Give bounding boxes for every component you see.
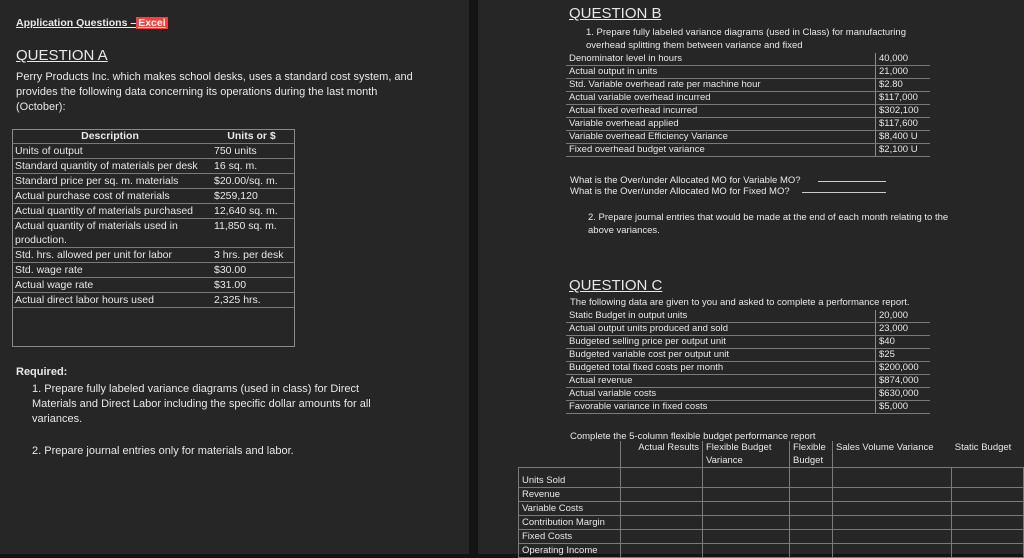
- row-value: 2,325 hrs.: [208, 293, 295, 308]
- flex-row-label: Units Sold: [519, 468, 621, 488]
- table-row: [12, 144, 295, 159]
- question-b-item-1: 1. Prepare fully labeled variance diagrams (used in Class) for manufacturing overhead splitting them between variance and fixed: [586, 27, 906, 51]
- question-c-intro: The following data are given to you and asked to complete a performance report.: [570, 297, 910, 308]
- row-label: Actual variable overhead incurred: [566, 92, 876, 105]
- col-flexible-budget-variance: Flexible Budget Variance: [703, 441, 790, 468]
- flex-row-label: Contribution Margin: [519, 516, 621, 530]
- row-value: $5,000: [876, 401, 931, 414]
- requirement-2: 2. Prepare journal entries only for materials and labor.: [32, 445, 294, 457]
- flex-cell[interactable]: [952, 516, 1024, 530]
- row-value: 23,000: [876, 323, 931, 336]
- row-label: Actual wage rate: [12, 278, 208, 293]
- row-label: Standard price per sq. m. materials: [12, 174, 208, 189]
- table-row: [12, 263, 295, 278]
- answer-blank-variable[interactable]: [818, 181, 886, 182]
- flex-cell[interactable]: [703, 544, 790, 558]
- row-label: Std. wage rate: [12, 263, 208, 278]
- flex-corner-cell: [519, 441, 621, 468]
- flex-cell[interactable]: [621, 544, 703, 558]
- question-a-intro: Perry Products Inc. which makes school desks, uses a standard cost system, and provides the following data concerning its operations during the last month (October):: [16, 71, 413, 113]
- question-c-title: QUESTION C: [569, 277, 663, 294]
- flex-row: [519, 502, 1024, 516]
- row-value: $31.00: [208, 278, 295, 293]
- row-label: Actual purchase cost of materials: [12, 189, 208, 204]
- row-value: $8,400 U: [876, 131, 931, 144]
- flex-cell[interactable]: [790, 468, 833, 488]
- row-value: 11,850 sq. m.: [208, 219, 295, 248]
- flex-row: [519, 530, 1024, 544]
- row-value: 21,000: [876, 66, 931, 79]
- flex-cell[interactable]: [621, 516, 703, 530]
- row-value: $2.80: [876, 79, 931, 92]
- question-fixed-mo: What is the Over/under Allocated MO for Fixed MO?: [570, 186, 790, 197]
- table-row: [566, 375, 930, 388]
- flex-cell[interactable]: [703, 530, 790, 544]
- question-c-table: [566, 310, 930, 414]
- flex-cell[interactable]: [703, 516, 790, 530]
- title-text: Application Questions –: [16, 17, 137, 29]
- row-label: Actual quantity of materials purchased: [12, 204, 208, 219]
- row-label: Actual variable costs: [566, 388, 876, 401]
- flex-cell[interactable]: [621, 502, 703, 516]
- flex-header-row: [519, 441, 1024, 468]
- flex-row-label: Fixed Costs: [519, 530, 621, 544]
- flex-cell[interactable]: [952, 502, 1024, 516]
- table-row: [566, 310, 930, 323]
- flex-row: [519, 516, 1024, 530]
- row-label: Actual quantity of materials used in production.: [12, 219, 208, 248]
- flex-row: [519, 468, 1024, 488]
- row-label: Static Budget in output units: [566, 310, 876, 323]
- flex-cell[interactable]: [790, 544, 833, 558]
- row-label: Variable overhead applied: [566, 118, 876, 131]
- flex-cell[interactable]: [833, 488, 952, 502]
- table-row: [566, 144, 930, 157]
- row-label: Favorable variance in fixed costs: [566, 401, 876, 414]
- row-value: $630,000: [876, 388, 931, 401]
- flex-cell[interactable]: [790, 516, 833, 530]
- flex-cell[interactable]: [790, 488, 833, 502]
- col-sales-volume-variance: Sales Volume Variance: [836, 442, 934, 453]
- flex-cell[interactable]: [952, 530, 1024, 544]
- row-value: 20,000: [876, 310, 931, 323]
- table-row: [566, 349, 930, 362]
- question-b-item-2: 2. Prepare journal entries that would be made at the end of each month relating to the above variances.: [588, 212, 949, 236]
- flex-row-label: Revenue: [519, 488, 621, 502]
- row-value: 3 hrs. per desk: [208, 248, 295, 263]
- flex-cell[interactable]: [621, 488, 703, 502]
- row-label: Actual revenue: [566, 375, 876, 388]
- row-value: $200,000: [876, 362, 931, 375]
- question-b-table: [566, 53, 930, 157]
- row-value: $30.00: [208, 263, 295, 278]
- table-row: [566, 131, 930, 144]
- row-value: $117,000: [876, 92, 931, 105]
- flex-row-label: Operating Income: [519, 544, 621, 558]
- flex-cell[interactable]: [703, 468, 790, 488]
- table-row: [566, 79, 930, 92]
- page-title[interactable]: [16, 17, 168, 29]
- question-a-table: [12, 129, 295, 308]
- table-row: [566, 323, 930, 336]
- table-row: [12, 219, 295, 248]
- flex-cell[interactable]: [703, 488, 790, 502]
- table-header-row: [12, 129, 295, 144]
- table-row: [12, 189, 295, 204]
- table-row: [12, 159, 295, 174]
- table-row: [566, 66, 930, 79]
- table-row: [566, 401, 930, 414]
- flex-cell[interactable]: [952, 544, 1024, 558]
- flex-cell[interactable]: [833, 544, 952, 558]
- flex-cell[interactable]: [952, 468, 1024, 488]
- row-label: Denominator level in hours: [566, 53, 876, 66]
- row-value: $259,120: [208, 189, 295, 204]
- answer-blank-fixed[interactable]: [802, 192, 886, 193]
- required-label: Required:: [16, 366, 68, 378]
- table-row: [12, 204, 295, 219]
- table-row: [12, 248, 295, 263]
- col-static-budget: Static Budget: [954, 442, 1012, 453]
- row-value: $117,600: [876, 118, 931, 131]
- table-row: [12, 174, 295, 189]
- flex-row: [519, 488, 1024, 502]
- row-value: 12,640 sq. m.: [208, 204, 295, 219]
- question-b-title: QUESTION B: [569, 5, 662, 22]
- row-value: $25: [876, 349, 931, 362]
- row-label: Actual output units produced and sold: [566, 323, 876, 336]
- row-value: 16 sq. m.: [208, 159, 295, 174]
- flex-cell[interactable]: [833, 468, 952, 488]
- table-row: [566, 53, 930, 66]
- row-value: $20.00/sq. m.: [208, 174, 295, 189]
- flex-row-label: Variable Costs: [519, 502, 621, 516]
- row-value: 750 units: [208, 144, 295, 159]
- row-label: Std. hrs. allowed per unit for labor: [12, 248, 208, 263]
- table-row: [566, 388, 930, 401]
- row-value: $40: [876, 336, 931, 349]
- row-label: Std. Variable overhead rate per machine hour: [566, 79, 876, 92]
- flex-row: [519, 544, 1024, 558]
- row-label: Variable overhead Efficiency Variance: [566, 131, 876, 144]
- flex-cell[interactable]: [621, 530, 703, 544]
- row-label: Fixed overhead budget variance: [566, 144, 876, 157]
- flexible-budget-table: [518, 441, 1024, 558]
- table-row: [566, 92, 930, 105]
- table-row: [12, 278, 295, 293]
- col-actual-results: Actual Results: [638, 442, 699, 453]
- row-value: 40,000: [876, 53, 931, 66]
- row-label: Units of output: [12, 144, 208, 159]
- flex-cell[interactable]: [833, 502, 952, 516]
- flexible-budget-title: Complete the 5-column flexible budget performance report: [570, 431, 816, 442]
- table-row: [566, 118, 930, 131]
- column-header-description: Description: [12, 129, 208, 144]
- flex-cell[interactable]: [621, 468, 703, 488]
- requirement-1: 1. Prepare fully labeled variance diagrams (used in class) for Direct Materials and Direct Labor including the specific dollar amounts for all variances.: [32, 383, 371, 425]
- table-row: [566, 105, 930, 118]
- table-row: [12, 293, 295, 308]
- table-row: [566, 336, 930, 349]
- row-label: Actual direct labor hours used: [12, 293, 208, 308]
- question-a-title: QUESTION A: [16, 47, 108, 64]
- excel-highlight: Excel: [138, 17, 166, 29]
- row-label: Standard quantity of materials per desk: [12, 159, 208, 174]
- row-label: Budgeted variable cost per output unit: [566, 349, 876, 362]
- table-row: [566, 362, 930, 375]
- flex-cell[interactable]: [790, 530, 833, 544]
- flex-cell[interactable]: [790, 502, 833, 516]
- flex-cell[interactable]: [833, 530, 952, 544]
- flex-cell[interactable]: [833, 516, 952, 530]
- row-label: Actual output in units: [566, 66, 876, 79]
- col-flexible-budget: Flexible Budget: [790, 441, 833, 468]
- question-variable-mo: What is the Over/under Allocated MO for Variable MO?: [570, 175, 801, 186]
- column-header-units: Units or $: [208, 129, 295, 144]
- row-label: Actual fixed overhead incurred: [566, 105, 876, 118]
- row-label: Budgeted selling price per output unit: [566, 336, 876, 349]
- row-value: $874,000: [876, 375, 931, 388]
- row-label: Budgeted total fixed costs per month: [566, 362, 876, 375]
- row-value: $2,100 U: [876, 144, 931, 157]
- flex-cell[interactable]: [703, 502, 790, 516]
- flex-cell[interactable]: [952, 488, 1024, 502]
- row-value: $302,100: [876, 105, 931, 118]
